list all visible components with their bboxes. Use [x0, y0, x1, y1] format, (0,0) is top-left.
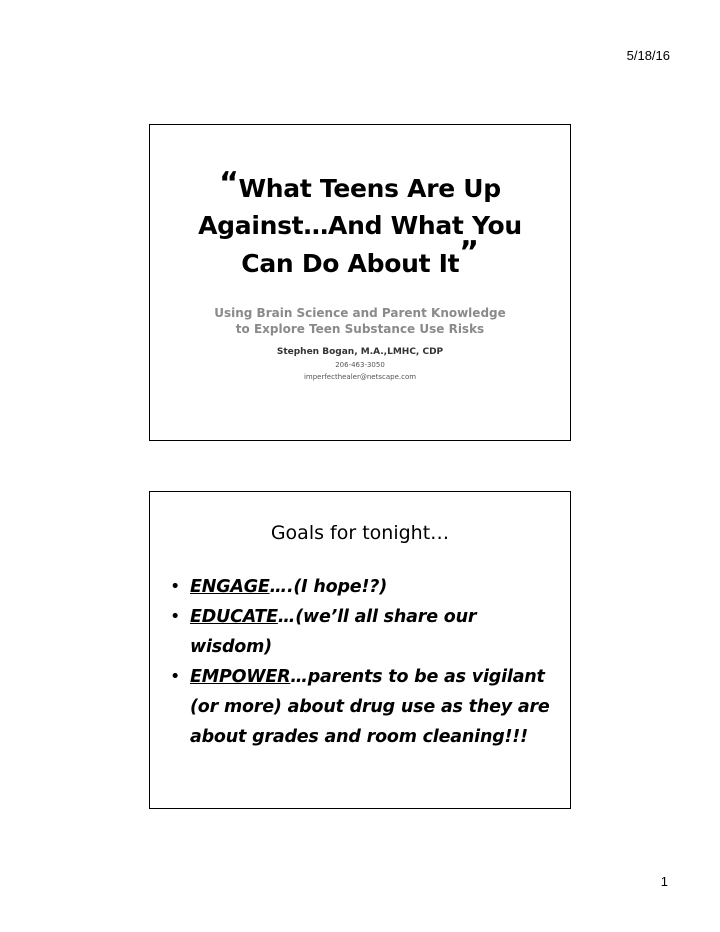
slide-subtitle	[150, 305, 570, 337]
title-text-1: What Teens Are Up	[238, 174, 501, 203]
slide-title	[150, 166, 570, 282]
page-date: 5/18/16	[626, 48, 670, 63]
presenter-name: Stephen Bogan, M.A.,LMHC, CDP	[276, 347, 444, 357]
bullet-icon: •	[170, 607, 181, 627]
title-line-1	[150, 166, 570, 207]
presenter-phone: 206-463-3050	[335, 361, 385, 369]
subtitle-line-2: to Explore Teen Substance Use Risks	[235, 322, 485, 336]
bullet-icon: •	[170, 577, 181, 597]
subtitle-line-1: Using Brain Science and Parent Knowledge	[214, 306, 506, 320]
bullet-icon: •	[170, 667, 181, 687]
goal-item-empower	[170, 662, 555, 752]
open-quote-mark: “	[219, 166, 239, 201]
goals-list	[170, 572, 555, 752]
presenter-email: imperfecthealer@netscape.com	[303, 373, 417, 381]
goal-keyword: EMPOWER	[190, 667, 291, 687]
page-number: 1	[660, 874, 668, 889]
goal-text: …(we’ll all share our wisdom)	[190, 607, 477, 657]
goal-item-educate	[170, 602, 555, 662]
title-line-2: Against…And What You	[198, 211, 522, 240]
goal-item-engage	[170, 572, 555, 602]
goal-text: …parents to be as vigilant (or more) about drug use as they are about grades and room cleaning!!!	[190, 667, 550, 747]
goals-slide	[149, 491, 571, 809]
goal-keyword: EDUCATE	[190, 607, 278, 627]
close-quote-mark: ”	[459, 235, 479, 270]
title-slide	[149, 124, 571, 441]
goals-title: Goals for tonight…	[270, 522, 450, 544]
goal-keyword: ENGAGE	[190, 577, 270, 597]
title-line-3	[150, 235, 570, 282]
goal-text: ….(I hope!?)	[269, 577, 387, 597]
title-text-3: Can Do About It	[241, 249, 460, 278]
